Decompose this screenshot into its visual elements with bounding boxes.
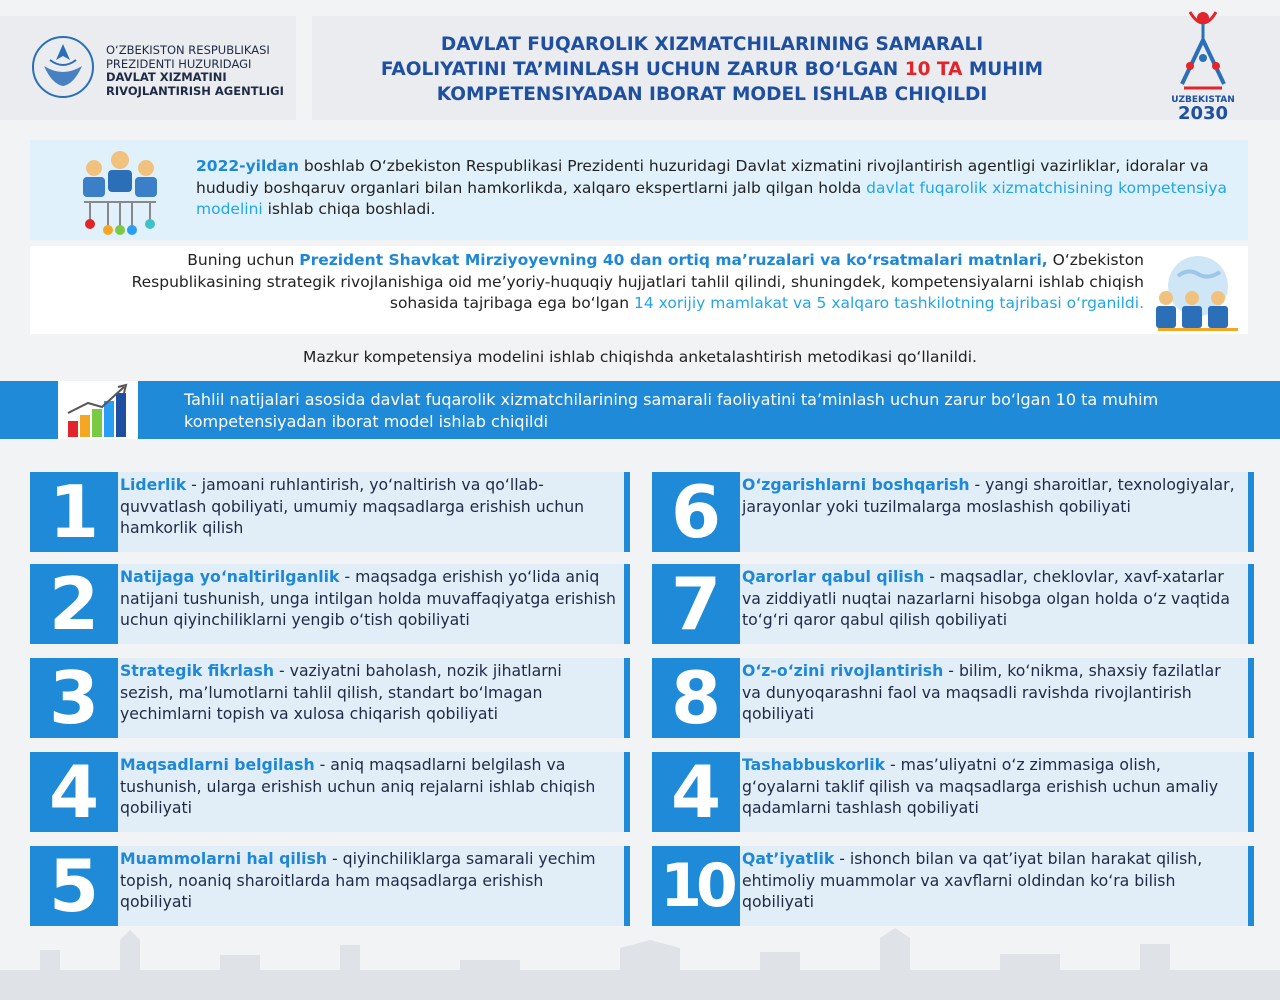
competency-card: 1 Liderlik - jamoani ruhlantirish, yo‘naltirish va qo‘llab-quvvatlash qobiliyati, umumiy maqsadlarga erishish uchun hamkorlik qilish	[30, 472, 630, 552]
header-title-panel	[312, 16, 1280, 120]
city-skyline-decoration	[0, 910, 1280, 1000]
competency-card: 10 Qat’iyatlik - ishonch bilan va qat’iyat bilan harakat qilish, ehtimoliy muammolar va xavflarni oldindan ko‘ra bilish qobiliyati	[652, 846, 1254, 926]
intro-panel	[30, 140, 1248, 240]
intro-text: 2022-yildan boshlab O‘zbekiston Respublikasi Prezidenti huzuridagi Davlat xizmatini rivojlantirish agentligi vazirliklar, idoralar va hududiy boshqaruv organlari bilan hamkorlikda, xalqaro ekspertlarni jalb qilgan holda davlat fuqarolik xizmatchisining kompetensiya modelini ishlab chiqa boshladi.	[196, 157, 1228, 218]
uzbekistan-2030-logo	[1160, 4, 1246, 122]
methodology-note: Mazkur kompetensiya modelini ishlab chiqishda anketalashtirish metodikasi qo‘llanildi.	[303, 348, 977, 366]
competency-card: 8 O‘z-o‘zini rivojlantirish - bilim, ko‘nikma, shaxsiy fazilatlar va dunyoqarashni faol va maqsadli ravishda rivojlantirish qobiliyati	[652, 658, 1254, 738]
logo-text-uzbekistan: UZBEKISTAN	[1171, 95, 1235, 105]
logo-text-2030: 2030	[1177, 103, 1229, 122]
team-network-icon	[70, 146, 170, 238]
basis-panel	[30, 246, 1248, 334]
page-title: DAVLAT FUQAROLIK XIZMATCHILARINING SAMARALI FAOLIYATINI TA’MINLASH UCHUN ZARUR BO‘LGAN 10 TA MUHIM KOMPETENSIYADAN IBORAT MODEL ISHLAB CHIQILDI	[380, 34, 1044, 105]
agency-emblem-icon	[30, 34, 96, 100]
competency-card: 3 Strategik fikrlash - vaziyatni baholash, nozik jihatlarni sezish, ma’lumotlarni tahlil qilish, standart bo‘lmagan yechimlarni topish va xulosa chiqarish qobiliyati	[30, 658, 630, 738]
competency-card: 5 Muammolarni hal qilish - qiyinchiliklarga samarali yechim topish, noaniq sharoitlarda ham maqsadlarga erishish qobiliyati	[30, 846, 630, 926]
globe-people-icon	[1138, 254, 1246, 334]
growth-chart-icon	[58, 381, 138, 439]
competency-card: 2 Natijaga yo‘naltirilganlik - maqsadga erishish yo‘lida aniq natijani tushunish, unga intilgan holda muvaffaqiyatga erishish uchun qiyinchiliklarni yengib o‘tish qobiliyati	[30, 564, 630, 644]
competency-card: 7 Qarorlar qabul qilish - maqsadlar, cheklovlar, xavf-xatarlar va ziddiyatli nuqtai nazarlarni hisobga olgan holda o‘z vaqtida to‘g‘ri qaror qabul qilish qobiliyati	[652, 564, 1254, 644]
banner-text: Tahlil natijalari asosida davlat fuqarolik xizmatchilarining samarali faoliyatini ta’minlash uchun zarur bo‘lgan 10 ta muhim kompetensiyadan iborat model ishlab chiqildi	[184, 390, 1159, 431]
basis-text: Buning uchun Prezident Shavkat Mirziyoyevning 40 dan ortiq ma’ruzalari va ko‘rsatmalari matnlari, O‘zbekiston Respublikasining strategik rivojlanishiga oid me’yoriy-huquqiy hujjatlari tahlil qilindi, shuningdek, kompetensiyalarni ishlab chiqish sohasida tajribaga ega bo‘lgan 14 xorijiy mamlakat va 5 xalqaro tashkilotning tajribasi o‘rganildi.	[131, 251, 1144, 312]
competency-card: 4 Maqsadlarni belgilash - aniq maqsadlarni belgilash va tushunish, ularga erishish uchun aniq rejalarni ishlab chiqish qobiliyati	[30, 752, 630, 832]
agency-header	[0, 16, 296, 120]
competency-card: 4 Tashabbuskorlik - mas’uliyatni o‘z zimmasiga olish, g‘oyalarni taklif qilish va maqsadlarga erishish uchun amaliy qadamlarni tashlash qobiliyati	[652, 752, 1254, 832]
result-banner	[0, 381, 1280, 439]
competency-card: 6 O‘zgarishlarni boshqarish - yangi sharoitlar, texnologiyalar, jarayonlar yoki tuzilmalarga moslashish qobiliyati	[652, 472, 1254, 552]
agency-name: O‘ZBEKISTON RESPUBLIKASI PREZIDENTI HUZURIDAGI DAVLAT XIZMATINI RIVOJLANTIRISH AGENTLIGI	[106, 43, 284, 98]
